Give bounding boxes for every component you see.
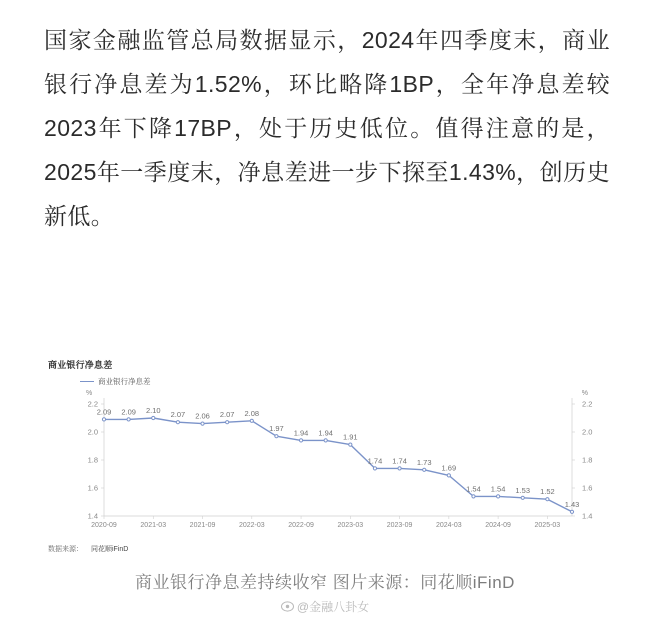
- svg-text:2021-09: 2021-09: [189, 522, 216, 529]
- svg-text:2.09: 2.09: [96, 407, 112, 417]
- svg-text:1.69: 1.69: [441, 463, 457, 473]
- source-label: 数据来源：: [48, 546, 83, 553]
- svg-text:1.8: 1.8: [582, 455, 593, 465]
- svg-text:2022-09: 2022-09: [288, 522, 314, 529]
- svg-text:2.0: 2.0: [87, 427, 98, 437]
- svg-text:1.52: 1.52: [540, 487, 555, 497]
- weibo-watermark: [0, 598, 650, 615]
- svg-text:1.74: 1.74: [392, 456, 407, 466]
- y-axis-unit-right: %: [581, 390, 588, 397]
- svg-text:2021-03: 2021-03: [140, 522, 167, 529]
- svg-text:1.53: 1.53: [515, 485, 531, 495]
- svg-text:2.2: 2.2: [87, 399, 98, 409]
- source-value: 同花顺iFinD: [91, 546, 129, 553]
- svg-text:1.54: 1.54: [466, 484, 481, 494]
- svg-text:2.2: 2.2: [582, 399, 593, 409]
- image-caption: 商业银行净息差持续收窄 图片来源：同花顺iFinD: [135, 573, 515, 592]
- svg-text:2.07: 2.07: [219, 410, 235, 420]
- article-paragraph: 国家金融监管总局数据显示，2024年四季度末，商业银行净息差为1.52%，环比略降1BP，全年净息差较2023年下降17BP，处于历史低位。值得注意的是，2025年一季度末，净息差进一步下探至1.43%，创历史新低。: [44, 27, 610, 229]
- svg-text:2020-09: 2020-09: [91, 522, 117, 529]
- chart-source-note: [48, 544, 128, 554]
- svg-text:1.94: 1.94: [293, 428, 309, 438]
- svg-text:2023-09: 2023-09: [386, 522, 413, 529]
- svg-text:1.73: 1.73: [416, 457, 432, 467]
- chart-title: 商业银行净息差: [48, 360, 113, 370]
- svg-text:1.6: 1.6: [582, 483, 593, 493]
- svg-text:1.8: 1.8: [87, 455, 98, 465]
- line-chart-plot: [44, 356, 610, 556]
- svg-text:1.4: 1.4: [87, 511, 98, 521]
- y-axis-unit-left: %: [86, 390, 93, 397]
- legend-label: 商业银行净息差: [98, 377, 151, 386]
- svg-text:1.6: 1.6: [87, 483, 98, 493]
- chart-card: [44, 356, 610, 556]
- svg-text:1.4: 1.4: [582, 511, 593, 521]
- svg-text:2.07: 2.07: [170, 410, 186, 420]
- svg-text:2024-09: 2024-09: [485, 522, 511, 529]
- svg-text:2.08: 2.08: [244, 408, 260, 418]
- svg-text:2.06: 2.06: [195, 411, 210, 421]
- svg-text:2024-03: 2024-03: [435, 522, 462, 529]
- svg-text:2.0: 2.0: [582, 427, 593, 437]
- svg-text:1.43: 1.43: [564, 499, 580, 509]
- svg-text:1.91: 1.91: [343, 432, 358, 442]
- svg-text:2.10: 2.10: [145, 406, 161, 415]
- svg-text:1.74: 1.74: [367, 456, 383, 466]
- svg-text:2.09: 2.09: [121, 407, 136, 417]
- weibo-logo-icon: [281, 601, 294, 612]
- svg-text:2025-03: 2025-03: [534, 522, 561, 529]
- weibo-handle: @金融八卦女: [296, 600, 370, 614]
- svg-text:2023-03: 2023-03: [337, 522, 364, 529]
- svg-text:1.94: 1.94: [318, 428, 333, 438]
- svg-text:2022-03: 2022-03: [238, 522, 265, 529]
- svg-text:1.97: 1.97: [269, 424, 284, 434]
- svg-text:1.54: 1.54: [490, 484, 506, 494]
